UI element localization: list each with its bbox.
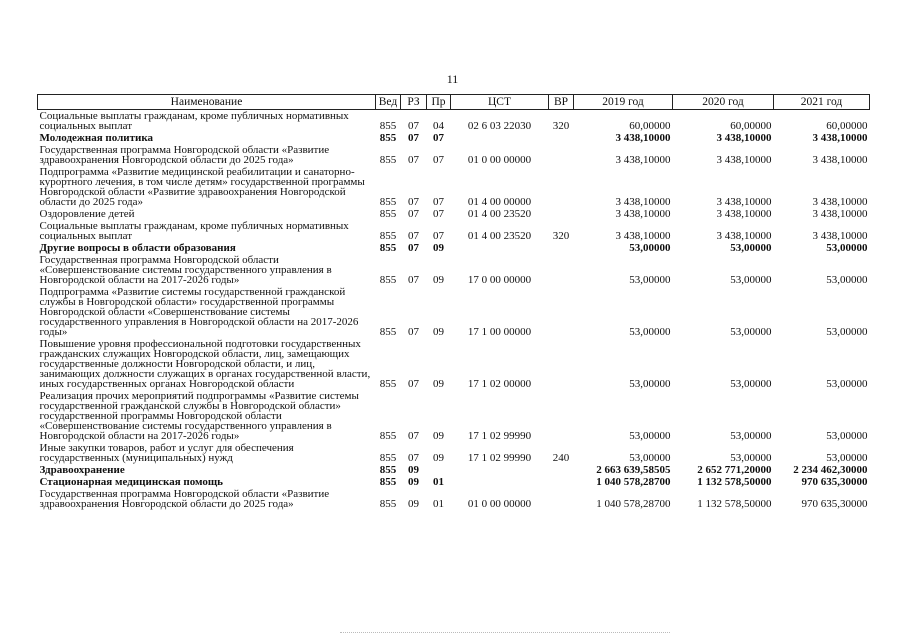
cell-name: Другие вопросы в области образования bbox=[39, 242, 236, 254]
cell-2019: 2 663 639,58505 bbox=[596, 464, 671, 476]
cell-2021: 3 438,10000 bbox=[812, 132, 868, 144]
cell-pr: 09 bbox=[433, 378, 444, 390]
cell-2019: 53,00000 bbox=[629, 430, 671, 442]
cell-2019: 53,00000 bbox=[629, 274, 671, 286]
cell-rz: 07 bbox=[408, 274, 419, 286]
cell-rz: 07 bbox=[408, 326, 419, 338]
cell-cst: 17 1 02 99990 bbox=[467, 452, 532, 464]
cell-2020: 3 438,10000 bbox=[716, 154, 772, 166]
cell-ved: 855 bbox=[379, 154, 397, 166]
cell-2021: 970 635,30000 bbox=[801, 476, 868, 488]
cell-vr bbox=[549, 286, 574, 338]
col-header-2021: 2021 год bbox=[774, 95, 870, 110]
cell-2021: 60,00000 bbox=[826, 120, 868, 132]
cell-2019: 60,00000 bbox=[629, 120, 671, 132]
cell-2019: 53,00000 bbox=[629, 242, 671, 254]
cell-cst: 01 4 00 23520 bbox=[467, 208, 532, 220]
cell-name: Повышение уровня профессиональной подготовки государственных гражданских служащих Новгородской области, лиц, замещающих государственные должности Новгородской области, и лиц, занимающих должности служащих в органах государственной власти, иных государственных органах Новгородской области bbox=[39, 338, 371, 390]
table-body bbox=[38, 110, 870, 511]
cell-2020: 53,00000 bbox=[730, 430, 772, 442]
table-row bbox=[38, 254, 870, 286]
col-header-name: Наименование bbox=[38, 95, 376, 110]
cell-2019: 53,00000 bbox=[629, 378, 671, 390]
budget-table bbox=[37, 94, 870, 510]
cell-2019: 1 040 578,28700 bbox=[596, 498, 671, 510]
cell-2021: 3 438,10000 bbox=[812, 196, 868, 208]
cell-rz: 09 bbox=[408, 498, 419, 510]
cell-cst: 17 1 02 00000 bbox=[467, 378, 532, 390]
cell-pr: 01 bbox=[433, 476, 444, 488]
cell-2021: 53,00000 bbox=[826, 452, 868, 464]
table-row bbox=[38, 132, 870, 144]
col-header-2019: 2019 год bbox=[574, 95, 673, 110]
cell-ved: 855 bbox=[379, 430, 397, 442]
cell-rz: 07 bbox=[408, 208, 419, 220]
cell-2019: 1 040 578,28700 bbox=[596, 476, 671, 488]
cell-pr: 07 bbox=[433, 208, 444, 220]
cell-2020: 53,00000 bbox=[730, 326, 772, 338]
cell-2021: 53,00000 bbox=[826, 430, 868, 442]
cell-rz: 07 bbox=[408, 132, 419, 144]
col-header-rz: РЗ bbox=[401, 95, 427, 110]
cell-2020: 1 132 578,50000 bbox=[697, 476, 772, 488]
cell-rz: 09 bbox=[408, 476, 419, 488]
cell-2020: 3 438,10000 bbox=[716, 196, 772, 208]
cell-2021: 2 234 462,30000 bbox=[793, 464, 868, 476]
cell-pr: 01 bbox=[433, 498, 444, 510]
cell-2019: 3 438,10000 bbox=[615, 230, 671, 242]
cell-name: Подпрограмма «Развитие системы государственной гражданской службы в Новгородской области» государственной программы Новгородской области «Совершенствование системы государственного управления в Новгородской области на 2017-2026 годы» bbox=[39, 286, 359, 338]
table-row bbox=[38, 488, 870, 510]
cell-cst: 17 1 00 00000 bbox=[467, 326, 532, 338]
scan-noise bbox=[340, 632, 670, 635]
col-header-2020: 2020 год bbox=[673, 95, 774, 110]
cell-cst bbox=[451, 132, 549, 144]
cell-ved: 855 bbox=[379, 476, 397, 488]
col-header-cst: ЦСТ bbox=[451, 95, 549, 110]
cell-name: Социальные выплаты гражданам, кроме публичных нормативных социальных выплат bbox=[39, 220, 349, 242]
cell-rz: 07 bbox=[408, 242, 419, 254]
cell-pr: 04 bbox=[433, 120, 444, 132]
cell-2020: 53,00000 bbox=[730, 378, 772, 390]
cell-cst: 01 0 00 00000 bbox=[467, 154, 532, 166]
cell-ved: 855 bbox=[379, 498, 397, 510]
cell-vr bbox=[549, 208, 574, 220]
table-row bbox=[38, 286, 870, 338]
table-row bbox=[38, 110, 870, 133]
cell-pr bbox=[427, 464, 451, 476]
cell-2020: 3 438,10000 bbox=[716, 230, 772, 242]
table-row bbox=[38, 338, 870, 390]
cell-ved: 855 bbox=[379, 464, 397, 476]
cell-2021: 53,00000 bbox=[826, 378, 868, 390]
cell-ved: 855 bbox=[379, 196, 397, 208]
cell-cst: 17 1 02 99990 bbox=[467, 430, 532, 442]
cell-ved: 855 bbox=[379, 230, 397, 242]
cell-cst bbox=[451, 476, 549, 488]
cell-2021: 53,00000 bbox=[826, 242, 868, 254]
cell-2020: 60,00000 bbox=[730, 120, 772, 132]
cell-cst: 01 4 00 23520 bbox=[467, 230, 532, 242]
cell-rz: 07 bbox=[408, 378, 419, 390]
cell-pr: 07 bbox=[433, 154, 444, 166]
cell-cst: 02 6 03 22030 bbox=[467, 120, 532, 132]
table-row bbox=[38, 390, 870, 442]
cell-vr bbox=[549, 254, 574, 286]
cell-name: Иные закупки товаров, работ и услуг для обеспечения государственных (муниципальных) нужд bbox=[39, 442, 294, 464]
table-row bbox=[38, 220, 870, 242]
cell-name: Здравоохранение bbox=[39, 464, 125, 476]
table-header-row bbox=[38, 95, 870, 110]
cell-name: Социальные выплаты гражданам, кроме публичных нормативных социальных выплат bbox=[39, 110, 349, 132]
table-row bbox=[38, 442, 870, 464]
cell-ved: 855 bbox=[379, 208, 397, 220]
table-row bbox=[38, 208, 870, 220]
cell-name: Оздоровление детей bbox=[39, 208, 135, 220]
cell-pr: 09 bbox=[433, 326, 444, 338]
cell-vr bbox=[549, 144, 574, 166]
cell-vr bbox=[549, 476, 574, 488]
page-number: 11 bbox=[446, 72, 459, 86]
cell-2021: 53,00000 bbox=[826, 274, 868, 286]
cell-2021: 53,00000 bbox=[826, 326, 868, 338]
table-row bbox=[38, 166, 870, 208]
cell-ved: 855 bbox=[379, 132, 397, 144]
cell-2020: 1 132 578,50000 bbox=[697, 498, 772, 510]
cell-ved: 855 bbox=[379, 326, 397, 338]
cell-2021: 3 438,10000 bbox=[812, 154, 868, 166]
cell-pr: 09 bbox=[433, 452, 444, 464]
cell-2020: 2 652 771,20000 bbox=[697, 464, 772, 476]
table-row bbox=[38, 464, 870, 476]
cell-name: Стационарная медицинская помощь bbox=[39, 476, 223, 488]
table-row bbox=[38, 242, 870, 254]
cell-cst: 17 0 00 00000 bbox=[467, 274, 532, 286]
cell-cst bbox=[451, 464, 549, 476]
cell-2020: 53,00000 bbox=[730, 274, 772, 286]
cell-vr bbox=[549, 242, 574, 254]
cell-rz: 09 bbox=[408, 464, 419, 476]
cell-vr: 320 bbox=[552, 120, 570, 132]
cell-name: Молодежная политика bbox=[39, 132, 154, 144]
cell-2019: 3 438,10000 bbox=[615, 132, 671, 144]
cell-vr: 240 bbox=[552, 452, 570, 464]
cell-pr: 07 bbox=[433, 230, 444, 242]
cell-rz: 07 bbox=[408, 196, 419, 208]
cell-2020: 53,00000 bbox=[730, 242, 772, 254]
cell-vr bbox=[549, 488, 574, 510]
cell-rz: 07 bbox=[408, 430, 419, 442]
cell-2019: 3 438,10000 bbox=[615, 154, 671, 166]
cell-cst: 01 4 00 00000 bbox=[467, 196, 532, 208]
cell-2021: 3 438,10000 bbox=[812, 208, 868, 220]
cell-rz: 07 bbox=[408, 452, 419, 464]
cell-vr bbox=[549, 166, 574, 208]
col-header-ved: Вед bbox=[376, 95, 401, 110]
cell-name: Реализация прочих мероприятий подпрограммы «Развитие системы государственной гражданской службы в Новгородской области» государственной программы Новгородской области «Совершенствование системы государственного управления в Новгородской области на 2017-2026 годы» bbox=[39, 390, 359, 442]
cell-name: Подпрограмма «Развитие медицинской реабилитации и санаторно-курортного лечения, в том числе детям» государственной программы Новгородской области «Развитие здравоохранения Новгородской области до 2025 года» bbox=[39, 166, 365, 208]
cell-ved: 855 bbox=[379, 378, 397, 390]
cell-2019: 53,00000 bbox=[629, 326, 671, 338]
cell-pr: 07 bbox=[433, 196, 444, 208]
cell-vr: 320 bbox=[552, 230, 570, 242]
cell-2020: 53,00000 bbox=[730, 452, 772, 464]
cell-pr: 07 bbox=[433, 132, 444, 144]
cell-2019: 53,00000 bbox=[629, 452, 671, 464]
cell-vr bbox=[549, 338, 574, 390]
cell-pr: 09 bbox=[433, 430, 444, 442]
cell-ved: 855 bbox=[379, 242, 397, 254]
cell-name: Государственная программа Новгородской области «Совершенствование системы государственного управления в Новгородской области на 2017-2026 годы» bbox=[39, 254, 332, 286]
table-row bbox=[38, 476, 870, 488]
cell-ved: 855 bbox=[379, 274, 397, 286]
cell-cst bbox=[451, 242, 549, 254]
cell-2021: 3 438,10000 bbox=[812, 230, 868, 242]
cell-ved: 855 bbox=[379, 452, 397, 464]
col-header-vr: ВР bbox=[549, 95, 574, 110]
cell-pr: 09 bbox=[433, 274, 444, 286]
cell-vr bbox=[549, 390, 574, 442]
cell-2020: 3 438,10000 bbox=[716, 132, 772, 144]
cell-2021: 970 635,30000 bbox=[801, 498, 868, 510]
cell-vr bbox=[549, 132, 574, 144]
cell-ved: 855 bbox=[379, 120, 397, 132]
cell-vr bbox=[549, 464, 574, 476]
cell-name: Государственная программа Новгородской области «Развитие здравоохранения Новгородской области до 2025 года» bbox=[39, 144, 330, 166]
cell-rz: 07 bbox=[408, 154, 419, 166]
cell-2019: 3 438,10000 bbox=[615, 208, 671, 220]
cell-rz: 07 bbox=[408, 120, 419, 132]
cell-2019: 3 438,10000 bbox=[615, 196, 671, 208]
cell-rz: 07 bbox=[408, 230, 419, 242]
cell-cst: 01 0 00 00000 bbox=[467, 498, 532, 510]
col-header-pr: Пр bbox=[427, 95, 451, 110]
cell-pr: 09 bbox=[433, 242, 444, 254]
cell-2020: 3 438,10000 bbox=[716, 208, 772, 220]
cell-name: Государственная программа Новгородской области «Развитие здравоохранения Новгородской области до 2025 года» bbox=[39, 488, 330, 510]
table-row bbox=[38, 144, 870, 166]
